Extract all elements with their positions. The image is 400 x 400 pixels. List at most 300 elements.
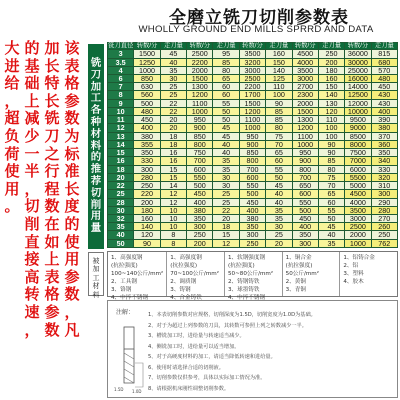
value-cell: 800 bbox=[292, 165, 318, 173]
value-cell: 430 bbox=[371, 99, 397, 107]
svg-text:1.0D: 1.0D bbox=[132, 389, 142, 394]
value-cell: 380 bbox=[134, 132, 160, 140]
material-item: 50~80公斤/mm² bbox=[227, 271, 274, 277]
value-cell: 20 bbox=[160, 124, 186, 132]
note-line: 2、对于为超过上列参数的刀具，其转数可参照上列之转数减少一半。 bbox=[148, 322, 307, 329]
value-cell: 180 bbox=[318, 66, 344, 74]
value-cell: 600 bbox=[187, 165, 213, 173]
value-cell: 4500 bbox=[345, 190, 371, 198]
value-cell: 430 bbox=[371, 91, 397, 99]
value-cell: 850 bbox=[239, 149, 265, 157]
diameter-cell: 3.5 bbox=[108, 58, 134, 66]
value-cell: 250 bbox=[134, 182, 160, 190]
material-item: 1、铝铸合金 bbox=[343, 255, 375, 261]
diameter-cell: 16 bbox=[108, 157, 134, 165]
material-item: 50公斤/mm² bbox=[285, 271, 319, 277]
value-cell: 150 bbox=[318, 83, 344, 91]
value-cell: 900 bbox=[239, 140, 265, 148]
diameter-cell: 15 bbox=[108, 149, 134, 157]
value-cell: 14000 bbox=[345, 83, 371, 91]
diameter-cell: 32 bbox=[108, 214, 134, 222]
value-cell: 600 bbox=[292, 190, 318, 198]
material-item: 4、中淬不锈钢 bbox=[111, 295, 149, 301]
value-cell: 85 bbox=[266, 116, 292, 124]
value-cell: 18 bbox=[160, 140, 186, 148]
material-item: (抗拉强度) bbox=[111, 263, 138, 269]
value-cell: 120 bbox=[134, 231, 160, 239]
value-cell: 3000 bbox=[292, 75, 318, 83]
diameter-cell: 35 bbox=[108, 223, 134, 231]
diameter-cell: 4 bbox=[108, 66, 134, 74]
svg-text:1.5D: 1.5D bbox=[114, 387, 124, 392]
value-cell: 260 bbox=[371, 223, 397, 231]
value-cell: 60 bbox=[213, 91, 239, 99]
value-cell: 30000 bbox=[345, 58, 371, 66]
value-cell: 65 bbox=[266, 149, 292, 157]
value-cell: 30 bbox=[213, 173, 239, 181]
value-cell: 20 bbox=[213, 214, 239, 222]
value-cell: 1000 bbox=[239, 124, 265, 132]
value-cell: 5000 bbox=[345, 182, 371, 190]
value-cell: 450 bbox=[371, 83, 397, 91]
value-cell: 300 bbox=[371, 190, 397, 198]
value-cell: 700 bbox=[292, 173, 318, 181]
value-cell: 25 bbox=[266, 231, 292, 239]
value-cell: 550 bbox=[187, 173, 213, 181]
value-cell: 2200 bbox=[239, 83, 265, 91]
value-cell: 16 bbox=[160, 149, 186, 157]
diameter-cell: 20 bbox=[108, 173, 134, 181]
value-cell: 160 bbox=[134, 214, 160, 222]
value-cell: 3500 bbox=[345, 206, 371, 214]
value-cell: 25000 bbox=[345, 66, 371, 74]
value-cell: 1200 bbox=[239, 107, 265, 115]
value-cell: 110 bbox=[266, 83, 292, 91]
value-cell: 500 bbox=[292, 206, 318, 214]
notes-box bbox=[107, 300, 398, 398]
value-cell: 6000 bbox=[345, 165, 371, 173]
value-cell: 10 bbox=[160, 206, 186, 214]
value-cell: 8 bbox=[160, 239, 186, 247]
material-item: 1、高强度钢 bbox=[111, 255, 143, 261]
value-cell: 9500 bbox=[345, 116, 371, 124]
value-cell: 1000 bbox=[345, 239, 371, 247]
red-note-column: 大 进 给 ， 超 负 荷 使 用 。 bbox=[4, 39, 20, 216]
value-cell: 35 bbox=[318, 239, 344, 247]
material-group bbox=[340, 252, 397, 296]
value-cell: 55 bbox=[318, 206, 344, 214]
value-cell: 450 bbox=[292, 214, 318, 222]
material-item: 3、塑料 bbox=[343, 271, 364, 277]
header-cell: 走刀量 bbox=[213, 43, 239, 50]
value-cell: 600 bbox=[239, 173, 265, 181]
value-cell: 1000 bbox=[134, 66, 160, 74]
value-cell: 25 bbox=[213, 198, 239, 206]
value-cell: 8000 bbox=[345, 140, 371, 148]
table-row bbox=[108, 91, 398, 99]
value-cell: 290 bbox=[371, 198, 397, 206]
value-cell: 800 bbox=[187, 140, 213, 148]
value-cell: 15 bbox=[160, 173, 186, 181]
value-cell: 65 bbox=[213, 75, 239, 83]
value-cell: 2500 bbox=[345, 223, 371, 231]
value-cell: 330 bbox=[371, 165, 397, 173]
material-item: 2、铝 bbox=[343, 263, 359, 269]
value-cell: 1250 bbox=[134, 58, 160, 66]
value-cell: 350 bbox=[187, 214, 213, 222]
value-cell: 950 bbox=[239, 132, 265, 140]
value-cell: 140 bbox=[266, 66, 292, 74]
value-cell: 22 bbox=[160, 99, 186, 107]
material-item: 2、调质钢 bbox=[170, 279, 197, 285]
value-cell: 350 bbox=[134, 149, 160, 157]
value-cell: 35 bbox=[266, 206, 292, 214]
header-cell: 转数/分 bbox=[187, 43, 213, 50]
value-cell: 75 bbox=[266, 132, 292, 140]
material-item: 70~100公斤/mm² bbox=[170, 271, 219, 277]
value-cell: 950 bbox=[292, 149, 318, 157]
diameter-cell: 18 bbox=[108, 165, 134, 173]
value-cell: 220 bbox=[134, 190, 160, 198]
value-cell: 16000 bbox=[345, 75, 371, 83]
value-cell: 570 bbox=[371, 66, 397, 74]
diameter-cell: 50 bbox=[108, 239, 134, 247]
value-cell: 70 bbox=[266, 140, 292, 148]
value-cell: 90 bbox=[318, 149, 344, 157]
value-cell: 45 bbox=[160, 50, 186, 58]
header-cell: 转数/分 bbox=[292, 43, 318, 50]
value-cell: 25 bbox=[213, 190, 239, 198]
value-cell: 180 bbox=[134, 206, 160, 214]
value-cell: 50 bbox=[266, 173, 292, 181]
value-cell: 22 bbox=[213, 206, 239, 214]
diameter-cell: 40 bbox=[108, 231, 134, 239]
material-side-label: 被 加 工 材 料 bbox=[88, 252, 104, 296]
value-cell: 762 bbox=[371, 239, 397, 247]
diameter-cell: 11 bbox=[108, 116, 134, 124]
value-cell: 40 bbox=[318, 231, 344, 239]
header-cell: 转数/分 bbox=[345, 43, 371, 50]
value-cell: 7000 bbox=[345, 157, 371, 165]
diameter-cell: 10 bbox=[108, 107, 134, 115]
value-cell: 1500 bbox=[187, 75, 213, 83]
note-line: 4、侧铣加工时，进给量可以适当增加。 bbox=[148, 343, 240, 350]
material-item: 3、铸钢 bbox=[170, 287, 191, 293]
value-cell: 36000 bbox=[345, 50, 371, 58]
value-cell: 9000 bbox=[345, 124, 371, 132]
value-cell: 700 bbox=[187, 157, 213, 165]
value-cell: 500 bbox=[187, 182, 213, 190]
material-item: (抗拉强度) bbox=[227, 263, 255, 269]
value-cell: 30 bbox=[213, 182, 239, 190]
material-group bbox=[167, 252, 225, 301]
value-cell: 3200 bbox=[239, 58, 265, 66]
value-cell: 55 bbox=[266, 165, 292, 173]
value-cell: 12000 bbox=[345, 99, 371, 107]
value-cell: 120 bbox=[318, 107, 344, 115]
value-cell: 95 bbox=[213, 50, 239, 58]
value-cell: 400 bbox=[187, 198, 213, 206]
value-cell: 70 bbox=[318, 182, 344, 190]
value-cell: 355 bbox=[134, 140, 160, 148]
value-cell: 350 bbox=[371, 149, 397, 157]
diameter-cell: 25 bbox=[108, 190, 134, 198]
value-cell: 25 bbox=[160, 91, 186, 99]
value-cell: 50 bbox=[213, 116, 239, 124]
value-cell: 18 bbox=[213, 223, 239, 231]
value-cell: 45 bbox=[213, 124, 239, 132]
value-cell: 350 bbox=[292, 231, 318, 239]
side-label: 铣 刀 加 工 各 种 材 料 的 推 荐 切 削 用 量 bbox=[88, 44, 104, 249]
note-line: 1、本表切削参数对应规格，切削深度为1.5D，切削宽度为1.0D为基础。 bbox=[148, 312, 316, 318]
value-cell: 3000 bbox=[345, 214, 371, 222]
header-cell: 转数/分 bbox=[239, 43, 265, 50]
value-cell: 300 bbox=[134, 165, 160, 173]
value-cell: 110 bbox=[318, 116, 344, 124]
material-item: 3、铬钢 bbox=[111, 287, 132, 293]
material-item: (抗拉强度) bbox=[170, 263, 198, 269]
value-cell: 1300 bbox=[292, 116, 318, 124]
note-line: 5、对于高硬度材料的加工，请适当降低转速和进给量。 bbox=[148, 354, 276, 360]
value-cell: 400 bbox=[134, 124, 160, 132]
value-cell: 60 bbox=[213, 83, 239, 91]
value-cell: 130 bbox=[318, 99, 344, 107]
value-cell: 35 bbox=[213, 165, 239, 173]
value-cell: 5500 bbox=[345, 173, 371, 181]
material-item: 4、中淬不锈钢 bbox=[227, 295, 266, 301]
value-cell: 500 bbox=[134, 99, 160, 107]
value-cell: 900 bbox=[187, 124, 213, 132]
value-cell: 450 bbox=[239, 198, 265, 206]
value-cell: 680 bbox=[371, 58, 397, 66]
material-item: 3、青铜 bbox=[285, 287, 306, 293]
value-cell: 400 bbox=[371, 107, 397, 115]
value-cell: 370 bbox=[371, 132, 397, 140]
value-cell: 2300 bbox=[292, 91, 318, 99]
material-group bbox=[108, 252, 167, 301]
value-cell: 150 bbox=[266, 58, 292, 66]
value-cell: 320 bbox=[371, 173, 397, 181]
header-diameter: 铣刀直径 bbox=[108, 42, 134, 49]
value-cell: 14 bbox=[160, 182, 186, 190]
diameter-cell: 30 bbox=[108, 206, 134, 214]
value-cell: 350 bbox=[239, 223, 265, 231]
material-group bbox=[225, 252, 283, 301]
material-item: 100~140公斤/mm² bbox=[111, 271, 164, 277]
value-cell: 20 bbox=[160, 116, 186, 124]
page-subtitle: WHOLLY GROUND END MILLS SPRRD AND DATA bbox=[138, 24, 374, 35]
value-cell: 4000 bbox=[292, 58, 318, 66]
value-cell: 35 bbox=[213, 157, 239, 165]
diameter-cell: 13 bbox=[108, 132, 134, 140]
value-cell: 250 bbox=[371, 231, 397, 239]
material-item: 1、软钢强度钢 bbox=[227, 255, 266, 261]
value-cell: 40 bbox=[160, 58, 186, 66]
value-cell: 60 bbox=[318, 198, 344, 206]
value-cell: 400 bbox=[292, 223, 318, 231]
value-cell: 10000 bbox=[345, 107, 371, 115]
value-cell: 380 bbox=[239, 214, 265, 222]
value-cell: 200 bbox=[318, 58, 344, 66]
diameter-cell: 8 bbox=[108, 91, 134, 99]
value-cell: 10 bbox=[160, 214, 186, 222]
value-cell: 55 bbox=[213, 99, 239, 107]
value-cell: 3500 bbox=[239, 50, 265, 58]
diameter-cell: 22 bbox=[108, 182, 134, 190]
value-cell: 270 bbox=[371, 214, 397, 222]
table-row bbox=[108, 190, 398, 198]
value-cell: 390 bbox=[371, 116, 397, 124]
material-item: 2、铸钢铸铁 bbox=[227, 279, 260, 285]
value-cell: 75 bbox=[318, 173, 344, 181]
value-cell: 850 bbox=[134, 75, 160, 83]
notes-heading: 注解： bbox=[116, 309, 135, 316]
value-cell: 16 bbox=[160, 157, 186, 165]
value-cell: 330 bbox=[134, 157, 160, 165]
value-cell: 550 bbox=[239, 182, 265, 190]
material-item: 3、球墨铸铁 bbox=[227, 287, 260, 293]
value-cell: 360 bbox=[371, 140, 397, 148]
value-cell: 550 bbox=[292, 198, 318, 206]
material-table bbox=[107, 251, 398, 301]
value-cell: 1500 bbox=[134, 50, 160, 58]
value-cell: 15 bbox=[213, 231, 239, 239]
value-cell: 950 bbox=[187, 116, 213, 124]
value-cell: 2000 bbox=[292, 99, 318, 107]
diameter-cell: 6 bbox=[108, 75, 134, 83]
value-cell: 280 bbox=[371, 206, 397, 214]
value-cell: 630 bbox=[134, 83, 160, 91]
end-mill-diagram-icon bbox=[111, 323, 147, 395]
material-item: 4、胶木 bbox=[343, 279, 364, 285]
material-item: 2、工具钢 bbox=[111, 279, 137, 285]
value-cell: 1100 bbox=[292, 132, 318, 140]
material-item: 1、高强度钢 bbox=[170, 255, 202, 261]
value-cell: 90 bbox=[318, 140, 344, 148]
value-cell: 3500 bbox=[292, 66, 318, 74]
material-item: 1、铜合金 bbox=[285, 255, 312, 261]
table-row bbox=[108, 50, 398, 58]
value-cell: 2000 bbox=[345, 231, 371, 239]
note-line: 8、请根据机床刚性调整切削参数。 bbox=[148, 385, 230, 392]
value-cell: 700 bbox=[239, 165, 265, 173]
value-cell: 500 bbox=[239, 190, 265, 198]
red-note-column: 的 基 础 上 减 少 一 半 ， 切 削 直 接 高 转 速 ， bbox=[24, 39, 40, 339]
diameter-cell: 7 bbox=[108, 83, 134, 91]
value-cell: 750 bbox=[187, 149, 213, 157]
value-cell: 200 bbox=[134, 198, 160, 206]
value-cell: 125 bbox=[266, 75, 292, 83]
value-cell: 80 bbox=[266, 124, 292, 132]
value-cell: 30 bbox=[266, 223, 292, 231]
value-cell: 1300 bbox=[187, 83, 213, 91]
note-line: 3、槽铣加工时，进给量与转速适当减少。 bbox=[148, 333, 245, 339]
value-cell: 80 bbox=[318, 165, 344, 173]
value-cell: 160 bbox=[318, 75, 344, 83]
table-row bbox=[108, 198, 398, 206]
value-cell: 85 bbox=[213, 58, 239, 66]
page-title: 全磨立铣刀切削参数表 bbox=[169, 8, 349, 28]
value-cell: 45 bbox=[266, 182, 292, 190]
header-cell: 走刀量 bbox=[318, 43, 344, 50]
value-cell: 340 bbox=[371, 157, 397, 165]
value-cell: 40 bbox=[266, 198, 292, 206]
value-cell: 250 bbox=[187, 231, 213, 239]
value-cell: 50 bbox=[318, 214, 344, 222]
value-cell: 100 bbox=[266, 91, 292, 99]
value-cell: 12500 bbox=[345, 91, 371, 99]
value-cell: 65 bbox=[318, 190, 344, 198]
value-cell: 8 bbox=[160, 231, 186, 239]
value-cell: 85 bbox=[318, 157, 344, 165]
value-cell: 1500 bbox=[292, 107, 318, 115]
value-cell: 40 bbox=[213, 140, 239, 148]
value-cell: 18 bbox=[160, 132, 186, 140]
value-cell: 30 bbox=[160, 75, 186, 83]
value-cell: 1200 bbox=[187, 91, 213, 99]
value-cell: 50 bbox=[213, 107, 239, 115]
value-cell: 480 bbox=[134, 107, 160, 115]
value-cell: 300 bbox=[292, 239, 318, 247]
table-row bbox=[108, 157, 398, 165]
value-cell: 20 bbox=[266, 239, 292, 247]
value-cell: 2700 bbox=[292, 83, 318, 91]
value-cell: 400 bbox=[239, 206, 265, 214]
value-cell: 380 bbox=[187, 206, 213, 214]
value-cell: 2200 bbox=[187, 58, 213, 66]
value-cell: 10 bbox=[160, 223, 186, 231]
value-cell: 1200 bbox=[292, 124, 318, 132]
value-cell: 450 bbox=[134, 116, 160, 124]
value-cell: 1700 bbox=[239, 91, 265, 99]
value-cell: 815 bbox=[371, 50, 397, 58]
value-cell: 4000 bbox=[345, 198, 371, 206]
diameter-cell: 14 bbox=[108, 140, 134, 148]
diameter-cell: 28 bbox=[108, 198, 134, 206]
diameter-cell: 9 bbox=[108, 99, 134, 107]
value-cell: 35 bbox=[160, 66, 186, 74]
red-note-column: 加 长 特 长 铣 刀 之 行 程 数 在 如 上 表 格 参 数 bbox=[44, 39, 60, 339]
value-cell: 480 bbox=[371, 75, 397, 83]
value-cell: 40 bbox=[213, 149, 239, 157]
table-row bbox=[108, 124, 398, 132]
value-cell: 200 bbox=[187, 239, 213, 247]
value-cell: 140 bbox=[134, 223, 160, 231]
value-cell: 250 bbox=[239, 239, 265, 247]
value-cell: 35 bbox=[266, 214, 292, 222]
value-cell: 40 bbox=[266, 190, 292, 198]
value-cell: 25 bbox=[160, 83, 186, 91]
value-cell: 1100 bbox=[239, 116, 265, 124]
value-cell: 2500 bbox=[187, 50, 213, 58]
material-item: (抗拉强度) bbox=[285, 263, 313, 269]
value-cell: 100 bbox=[318, 124, 344, 132]
red-note-column: 该 表 格 参 数 为 标 准 长 度 的 使 用 参 数 ， 凡 bbox=[64, 39, 80, 339]
value-cell: 8500 bbox=[345, 132, 371, 140]
material-item: 2、黄铜 bbox=[285, 279, 306, 285]
value-cell: 22 bbox=[160, 107, 186, 115]
value-cell: 300 bbox=[187, 223, 213, 231]
value-cell: 850 bbox=[187, 132, 213, 140]
value-cell: 90 bbox=[134, 239, 160, 247]
value-cell: 85 bbox=[266, 107, 292, 115]
value-cell: 15 bbox=[160, 165, 186, 173]
value-cell: 1000 bbox=[292, 140, 318, 148]
header-cell: 走刀量 bbox=[160, 43, 186, 50]
value-cell: 45 bbox=[318, 223, 344, 231]
value-cell: 80 bbox=[213, 66, 239, 74]
value-cell: 650 bbox=[292, 182, 318, 190]
